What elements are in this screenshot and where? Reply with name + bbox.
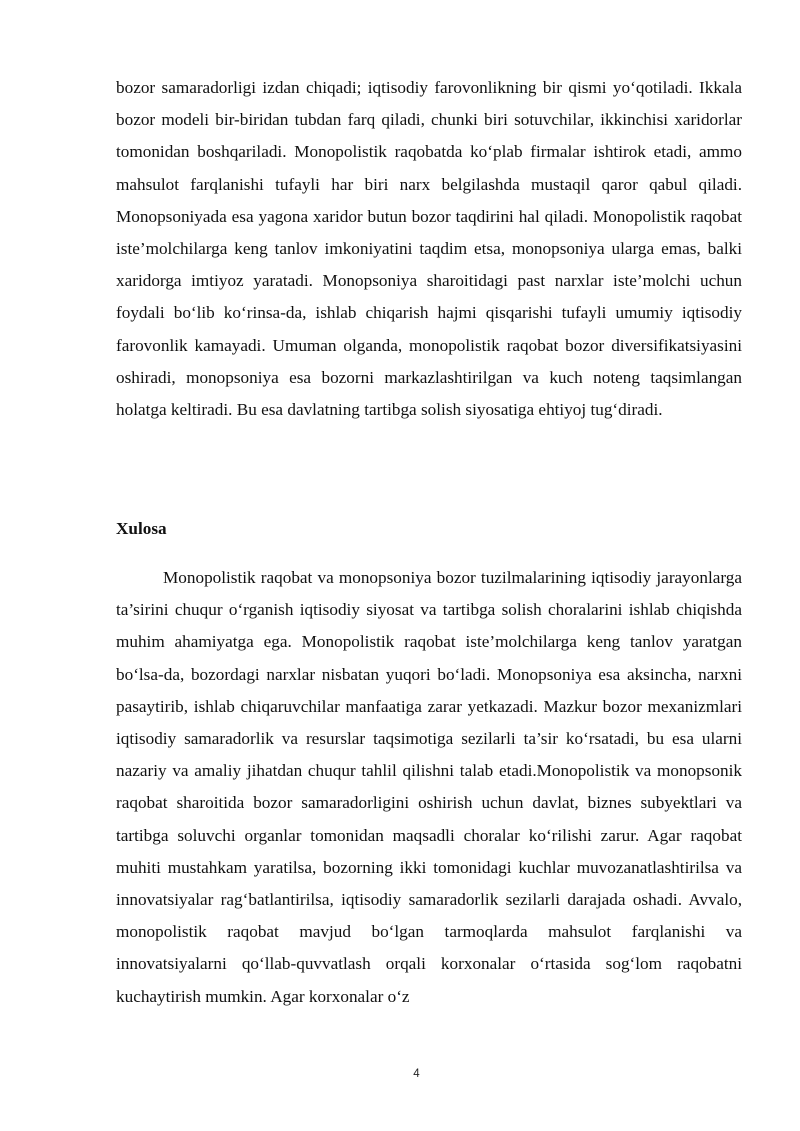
body-paragraph-conclusion: Monopolistik raqobat va monopsoniya bozor tuzilmalarining iqtisodiy jarayonlarga ta’sirini chuqur o‘rganish iqtisodiy siyosat va tartibga solish choralarini ishlab chiqishda muhim ahamiyatga ega. Monopolistik raqobat iste’molchilarga keng tanlov yaratgan bo‘lsa-da, bozordagi narxlar nisbatan yuqori bo‘ladi. Monopsoniya esa aksincha, narxni pasaytirib, ishlab chiqaruvchilar manfaatiga zarar yetkazadi. Mazkur bozor mexanizmlari iqtisodiy samaradorlik va resurslar taqsimotiga sezilarli ta’sir ko‘rsatadi, bu esa ularni nazariy va amaliy jihatdan chuqur tahlil qilishni talab etadi.Monopolistik va monopsonik raqobat sharoitida bozor samaradorligini oshirish uchun davlat, biznes subyektlari va tartibga soluvchi organlar tomonidan maqsadli choralar ko‘rilishi zarur. Agar raqobat muhiti mustahkam yaratilsa, bozorning ikki tomonidagi kuchlar muvozanatlashtirilsa va innovatsiyalar rag‘batlantirilsa, iqtisodiy samaradorlik sezilarli darajada oshadi. Avvalo, monopolistik raqobat mavjud bo‘lgan tarmoqlarda mahsulot farqlanishi va innovatsiyalarni qo‘llab-quvvatlash orqali korxonalar o‘rtasida sog‘lom raqobatni kuchaytirish mumkin. Agar korxonalar o‘z	[116, 568, 742, 1006]
body-paragraph-intro: bozor samaradorligi izdan chiqadi; iqtisodiy farovonlikning bir qismi yo‘qotiladi. Ikkala bozor modeli bir-biridan tubdan farq qiladi, chunki biri sotuvchilar, ikkinchisi xaridorlar tomonidan boshqariladi. Monopolistik raqobatda ko‘plab firmalar ishtirok etadi, ammo mahsulot farqlanishi tufayli har biri narx belgilashda mustaqil qaror qabul qiladi. Monopsoniyada esa yagona xaridor butun bozor taqdirini hal qiladi. Monopolistik raqobat iste’molchilarga keng tanlov imkoniyatini taqdim etsa, monopsoniya ularga emas, balki xaridorga imtiyoz yaratadi. Monopsoniya sharoitidagi past narxlar iste’molchi uchun foydali bo‘lib ko‘rinsa-da, ishlab chiqarish hajmi qisqarishi tufayli umumiy iqtisodiy farovonlik kamayadi. Umuman olganda, monopolistik raqobat bozor diversifikatsiyasini oshiradi, monopsoniya esa bozorni markazlashtirilgan va kuch noteng taqsimlangan holatga keltiradi. Bu esa davlatning tartibga solish siyosatiga ehtiyoj tug‘diradi.	[116, 78, 742, 420]
page-number: 4	[413, 1068, 420, 1080]
section-heading-conclusion: Xulosa	[116, 519, 167, 538]
